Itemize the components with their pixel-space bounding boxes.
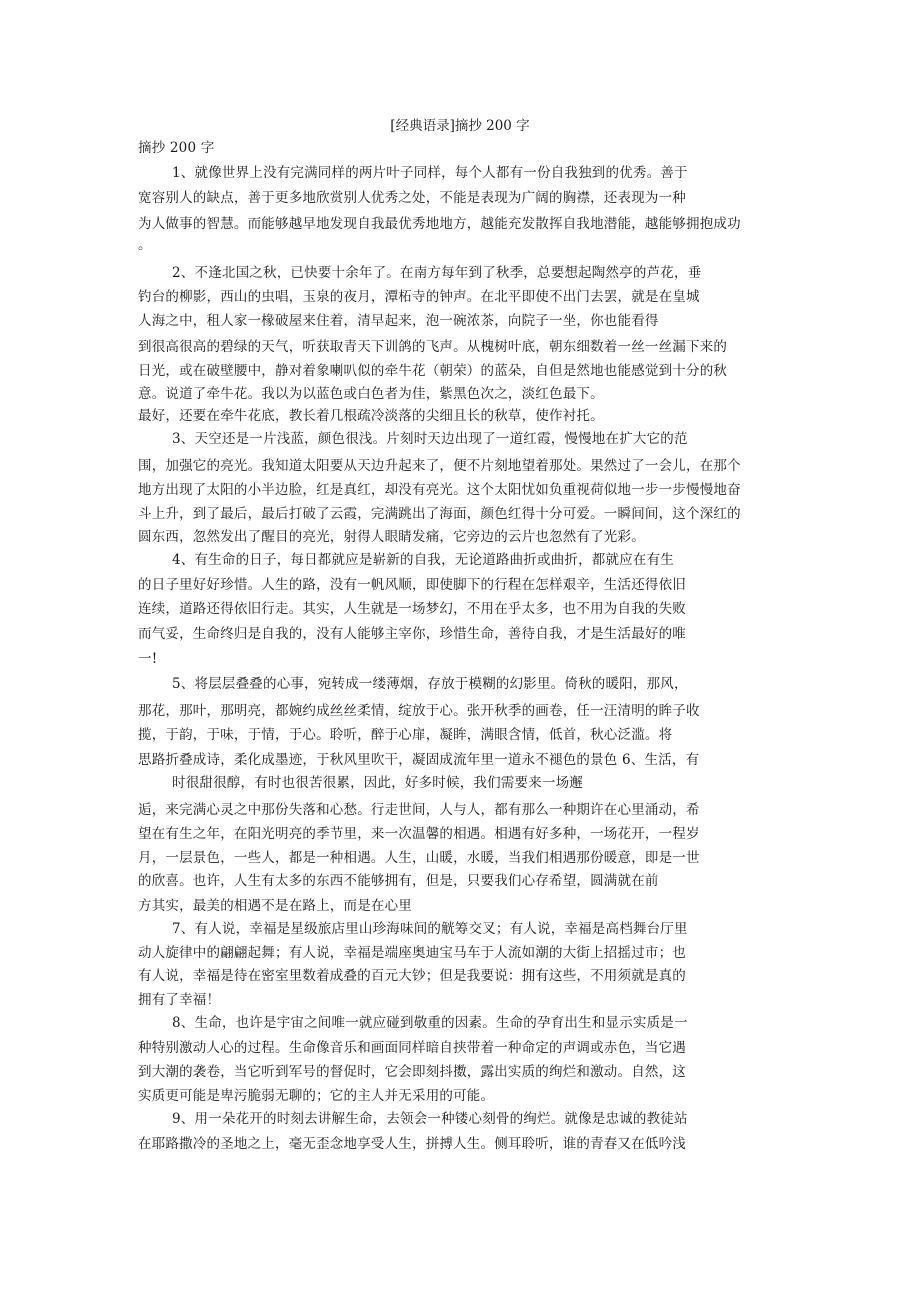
paragraph-9-line: 9、用一朵花开的时刻去讲解生命，去领会一种镂心刻骨的绚烂。就像是忠诚的教徒站 (172, 1111, 688, 1127)
paragraph-7-line: 拥有了幸福！ (138, 992, 221, 1008)
paragraph-2-line: 人海之中，租人家一椽破屋来住着，清早起来，泡一碗浓茶，向院子一坐，你也能看得 (138, 313, 659, 329)
paragraph-1-line: 宽容别人的缺点，善于更多地欣赏别人优秀之处，不能是表现为广阔的胸襟，还表现为一种 (138, 190, 686, 206)
paragraph-9-line: 在耶路撒冷的圣地之上，毫无歪念地享受人生，拼搏人生。侧耳聆听，谁的青春又在低吟浅 (138, 1136, 686, 1152)
paragraph-2-line: 最好，还要在牵牛花底，教长着几根疏冷淡落的尖细且长的秋草，使作衬托。 (138, 408, 604, 424)
document-title: [经典语录]摘抄 200 字 (390, 118, 530, 134)
paragraph-6-line: 望在有生之年，在阳光明亮的季节里，来一次温馨的相遇。相遇有好多种，一场花开，一程岁 (138, 826, 700, 842)
paragraph-8-line: 8、生命，也许是宇宙之间唯一就应碰到敬重的因素。生命的孕育出生和显示实质是一 (172, 1015, 688, 1031)
paragraph-1-line: 为人做事的智慧。而能够越早地发现自我最优秀地地方，越能充发散挥自我地潜能，越能够拥抱成功 (138, 216, 741, 232)
paragraph-5-line: 5、将层层叠叠的心事，宛转成一缕薄烟，存放于模糊的幻影里。倚秋的暖阳，那风， (172, 676, 688, 692)
paragraph-3-line: 围，加强它的亮光。我知道太阳要从天边升起来了，便不片刻地望着那处。果然过了一会儿，在那个 (138, 458, 741, 474)
paragraph-4-line: 而气妥，生命终归是自我的，没有人能够主宰你，珍惜生命，善待自我，才是生活最好的唯 (138, 626, 686, 642)
paragraph-2-line: 意。说道了牵牛花。我以为以蓝色或白色者为佳，紫黑色次之，淡红色最下。 (138, 386, 604, 402)
paragraph-4-line: 一! (138, 651, 158, 667)
paragraph-8-line: 种特别激动人心的过程。生命像音乐和画面同样暗自挟带着一种命定的声调或赤色，当它遇 (138, 1040, 686, 1056)
paragraph-3-line: 圆东西，忽然发出了醒目的亮光，射得人眼睛发痛，它旁边的云片也忽然有了光彩。 (138, 529, 645, 545)
subtitle: 摘抄 200 字 (138, 140, 215, 156)
paragraph-7-line: 有人说，幸福是待在密室里数着成叠的百元大钞；但是我要说：拥有这些，不用须就是真的 (138, 968, 686, 984)
paragraph-7-line: 动人旋律中的翩翩起舞；有人说，幸福是端座奥迪宝马车于人流如潮的大街上招摇过市；也 (138, 945, 686, 961)
paragraph-1-line: 。 (138, 237, 152, 253)
paragraph-1-line: 1、就像世界上没有完满同样的两片叶子同样，每个人都有一份自我独到的优秀。善于 (172, 165, 688, 181)
paragraph-6-line: 的欣喜。也许，人生有太多的东西不能够拥有，但是，只要我们心存希望，圆满就在前 (138, 873, 659, 889)
paragraph-2-line: 日光，或在破壁腰中，静对着象喇叭似的牵牛花（朝荣）的蓝朵，自但是然地也能感觉到十分的秋 (138, 363, 728, 379)
paragraph-3-line: 地方出现了太阳的小半边脸，红是真红，却没有亮光。这个太阳忧如负重视荷似地一步一步慢慢地奋 (138, 482, 741, 498)
paragraph-5-line: 思路折叠成诗，柔化成墨迹，于秋风里吹干，凝固成流年里一道永不褪色的景色 6、生活，有 (138, 752, 700, 768)
paragraph-3-line: 3、天空还是一片浅蓝，颜色很浅。片刻时天边出现了一道红霞，慢慢地在扩大它的范 (172, 431, 688, 447)
paragraph-2-line: 2、不逢北国之秋，已快要十余年了。在南方每年到了秋季，总要想起陶然亭的芦花，垂 (172, 265, 702, 281)
paragraph-6-line: 月，一层景色，一些人，都是一种相遇。人生，山暖，水暖，当我们相遇那份暖意，即是一世 (138, 850, 700, 866)
paragraph-2-line: 钓台的柳影，西山的虫唱，玉泉的夜月，潭柘寺的钟声。在北平即使不出门去罢，就是在皇城 (138, 289, 700, 305)
paragraph-6-line: 时很甜很醇，有时也很苦很累，因此，好多时候，我们需要来一场邂 (172, 775, 583, 791)
paragraph-8-line: 实质更可能是卑污脆弱无聊的；它的主人并无采用的可能。 (138, 1088, 495, 1104)
paragraph-4-line: 的日子里好好珍惜。人生的路，没有一帆风顺，即使脚下的行程在怎样艰辛，生活还得依旧 (138, 577, 686, 593)
paragraph-5-line: 揽，于韵，于味，于情，于心。聆听，醉于心扉，凝眸，满眼含情，低首，秋心泛滥。将 (138, 727, 673, 743)
paragraph-7-line: 7、有人说，幸福是星级旅店里山珍海味间的觥筹交叉；有人说，幸福是高档舞台厅里 (172, 921, 688, 937)
paragraph-6-line: 逅，来完满心灵之中那份失落和心愁。行走世间，人与人，都有那么一种期许在心里涌动，希 (138, 802, 700, 818)
paragraph-6-line: 方其实，最美的相遇不是在路上，而是在心里 (138, 898, 412, 914)
paragraph-3-line: 斗上升，到了最后，最后打破了云霞，完满跳出了海面，颜色红得十分可爱。一瞬间间，这个深红的 (138, 506, 741, 522)
paragraph-4-line: 连续，道路还得依旧行走。其实，人生就是一场梦幻，不用在乎太多，也不用为自我的失败 (138, 601, 686, 617)
paragraph-8-line: 到大潮的袭卷，当它听到军号的督促时，它会即刻抖擞，露出实质的绚烂和激动。自然，这 (138, 1064, 686, 1080)
paragraph-4-line: 4、有生命的日子，每日都就应是崭新的自我，无论道路曲折或曲折，都就应在有生 (172, 552, 674, 568)
paragraph-2-line: 到很高很高的碧绿的天气，听获取青天下训鸽的飞声。从槐树叶底，朝东细数着一丝一丝漏下来的 (138, 339, 728, 355)
paragraph-5-line: 那花，那叶，那明亮，都婉约成丝丝柔情，绽放于心。张开秋季的画卷，任一汪清明的眸子收 (138, 703, 700, 719)
